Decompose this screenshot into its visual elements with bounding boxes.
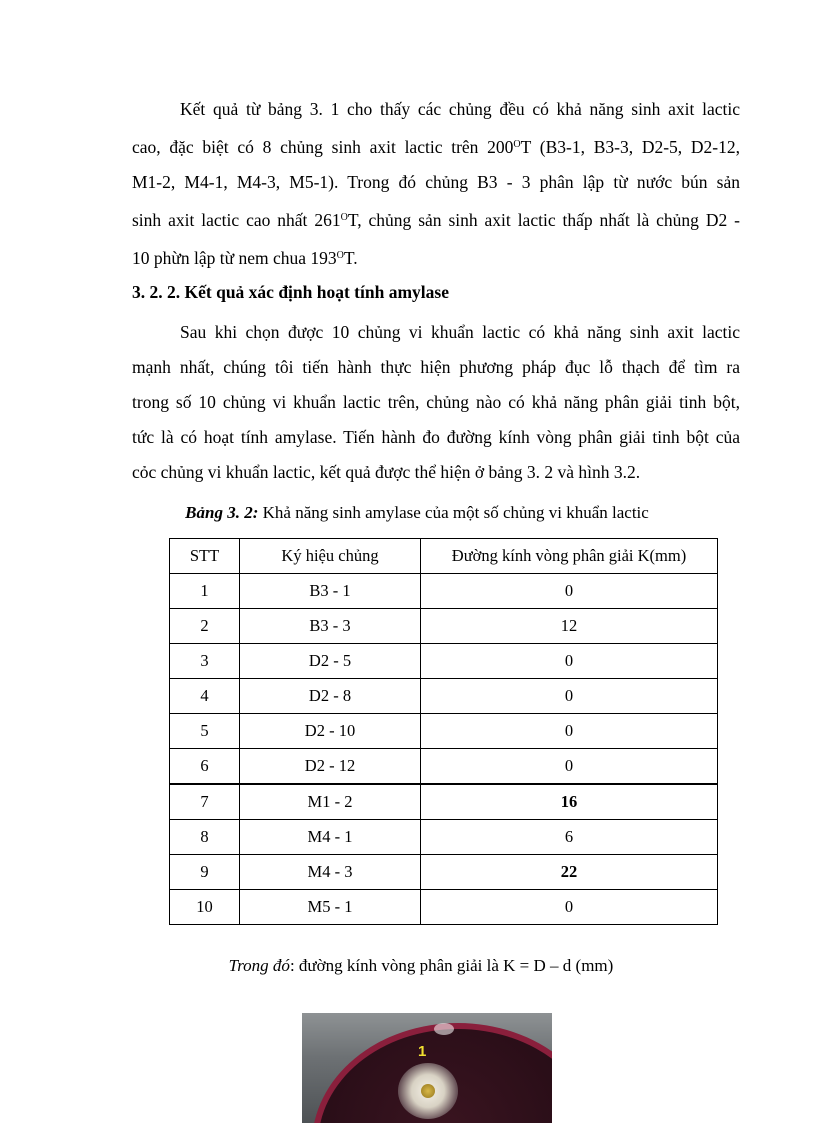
table-row [170, 609, 718, 644]
table-caption-text: Khả năng sinh amylase của một số chủng vi khuẩn lactic [258, 503, 649, 522]
table-row [170, 749, 718, 785]
column-header-diameter: Đường kính vòng phân giải K(mm) [421, 539, 718, 574]
petri-dish-photo [302, 1013, 552, 1123]
table-caption-label: Bảng 3. 2: [185, 503, 259, 522]
cell-diameter: 0 [421, 679, 718, 714]
paragraph-line: cỏc chủng vi khuẩn lactic, kết quả được thể hiện ở bảng 3. 2 và hình 3.2. [132, 462, 641, 482]
paragraph-line: M1-2, M4-1, M4-3, M5-1). Trong đó chủng B3 - 3 phân lập từ nước bún sản [132, 172, 740, 192]
cell-diameter: 0 [421, 890, 718, 925]
table-row [170, 714, 718, 749]
paragraph-amylase-method [132, 315, 740, 490]
formula-note-text: : đường kính vòng phân giải là K = D – d (mm) [289, 956, 614, 975]
table-row [170, 644, 718, 679]
table-row [170, 784, 718, 820]
cell-strain: M1 - 2 [240, 784, 421, 820]
cell-strain: M4 - 3 [240, 855, 421, 890]
table-row [170, 855, 718, 890]
section-heading: 3. 2. 2. Kết quả xác định hoạt tính amylase [132, 282, 449, 302]
cell-diameter: 0 [421, 644, 718, 679]
cell-strain: D2 - 10 [240, 714, 421, 749]
paragraph-results-table-3-1 [132, 92, 740, 276]
paragraph-line: Kết quả từ bảng 3. 1 cho thấy các chủng đều có khả năng sinh axit lactic [180, 99, 740, 119]
formula-note-label: Trong đó [228, 956, 290, 975]
column-header-strain: Ký hiệu chủng [240, 539, 421, 574]
cell-stt: 9 [170, 855, 240, 890]
table-header-row [170, 539, 718, 574]
agar-well [421, 1084, 435, 1098]
paragraph-line: trong số 10 chủng vi khuẩn lactic trên, chủng nào có khả năng phân giải tinh bột, [132, 392, 740, 412]
cell-diameter: 6 [421, 820, 718, 855]
well-number-label: 1 [418, 1043, 427, 1060]
cell-strain: B3 - 1 [240, 574, 421, 609]
cell-stt: 10 [170, 890, 240, 925]
cell-stt: 1 [170, 574, 240, 609]
paragraph-line: tức là có hoạt tính amylase. Tiến hành đo đường kính vòng phân giải tinh bột của [132, 427, 740, 447]
cell-strain: B3 - 3 [240, 609, 421, 644]
table-row [170, 679, 718, 714]
amylase-table [169, 538, 718, 925]
table-row [170, 820, 718, 855]
cell-diameter: 0 [421, 714, 718, 749]
paragraph-line: cao, đặc biệt có 8 chủng sinh axit lactic trên $200^OT$ (B3-1, B3-3, D2-5, D2-12, [132, 137, 740, 157]
paragraph-line: Sau khi chọn được 10 chủng vi khuẩn lactic có khả năng sinh axit lactic [180, 322, 740, 342]
formula-note [0, 956, 816, 976]
column-header-stt: STT [170, 539, 240, 574]
cell-strain: M4 - 1 [240, 820, 421, 855]
table-row [170, 890, 718, 925]
cell-stt: 7 [170, 784, 240, 820]
table-row [170, 574, 718, 609]
cell-strain: D2 - 12 [240, 749, 421, 785]
paragraph-line: sinh axit lactic cao nhất $261^OT$, chủng sản sinh axit lactic thấp nhất là chủng D2 - [132, 210, 740, 230]
cell-stt: 6 [170, 749, 240, 785]
cell-strain: D2 - 5 [240, 644, 421, 679]
cell-stt: 8 [170, 820, 240, 855]
cell-diameter: 0 [421, 574, 718, 609]
table-caption [0, 503, 816, 523]
paragraph-line: 10 phừn lập từ nem chua $193^OT$. [132, 248, 358, 268]
cell-stt: 4 [170, 679, 240, 714]
light-glare [434, 1023, 454, 1035]
cell-strain: M5 - 1 [240, 890, 421, 925]
cell-stt: 5 [170, 714, 240, 749]
cell-diameter: 12 [421, 609, 718, 644]
cell-diameter: 0 [421, 749, 718, 785]
cell-diameter: 16 [421, 784, 718, 820]
cell-strain: D2 - 8 [240, 679, 421, 714]
cell-stt: 3 [170, 644, 240, 679]
cell-stt: 2 [170, 609, 240, 644]
cell-diameter: 22 [421, 855, 718, 890]
paragraph-line: mạnh nhất, chúng tôi tiến hành thực hiện phương pháp đục lỗ thạch để tìm ra [132, 357, 740, 377]
